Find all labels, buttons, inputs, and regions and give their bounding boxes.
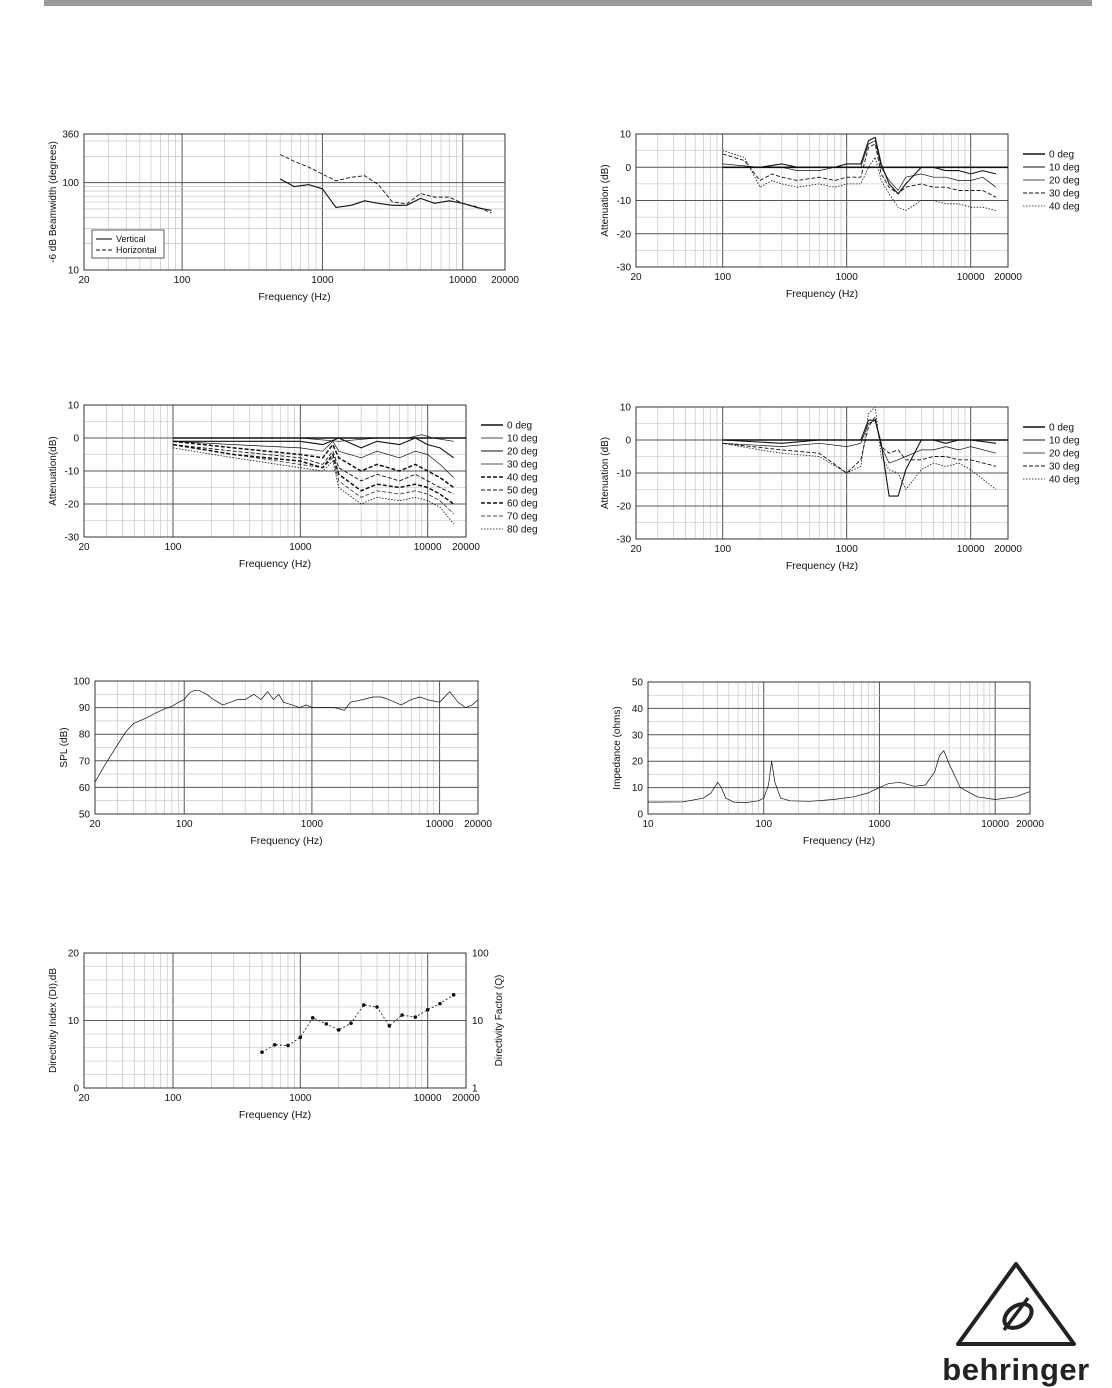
frequency-response-chart [40,674,500,854]
y-tick-label: 360 [62,129,79,141]
data-point [325,1022,329,1026]
data-point [286,1044,290,1048]
x-axis-label: Frequency (Hz) [250,835,323,847]
frequency-response-svg [40,674,500,854]
horizontal-polar-chart [40,398,546,578]
legend-label: 30 deg [1049,461,1080,473]
y-tick-label: 10 [67,265,79,277]
data-point [299,1036,303,1040]
data-point [311,1016,315,1020]
y-tick-label: -20 [616,229,631,241]
vertical-polar-chart-a [596,128,1086,308]
x-tick-label: 20000 [452,542,480,553]
impedance-svg [596,674,1056,854]
series-line-40-deg [723,407,996,490]
legend-label: 60 deg [507,498,538,510]
series-line-10-deg [723,420,996,496]
y-axis-label: SPL (dB) [59,727,70,768]
y-tick-label: 0 [625,162,631,174]
brand-wordmark: behringer [942,1352,1090,1387]
x-tick-label: 10000 [425,819,454,830]
y-tick-label: 80 [78,729,90,741]
x-axis-label: Frequency (Hz) [785,560,859,572]
data-point [438,1002,442,1006]
x-tick-label: 100 [755,819,773,830]
y2-tick-label: 1 [472,1083,478,1095]
y-tick-label: 0 [637,809,643,821]
x-tick-label: 1000 [289,1093,312,1104]
series-line-60-deg [173,445,454,504]
y-tick-label: -20 [64,499,79,511]
legend-label: 50 deg [507,485,538,497]
y-tick-label: 60 [78,782,90,794]
y-tick-label: 10 [631,783,643,795]
x-tick-label: 1000 [289,542,312,553]
horizontal-polar-svg [40,398,546,578]
y-tick-label: 10 [67,1016,79,1027]
y-tick-label: 20 [67,948,79,960]
x-tick-label: 10000 [413,1093,442,1104]
x-tick-label: 20000 [994,544,1022,555]
legend-label: 0 deg [1049,149,1075,161]
directivity-chart [40,946,520,1126]
x-tick-label: 100 [714,544,732,555]
series-line-20-deg [723,141,996,191]
x-tick-label: 10000 [448,275,477,286]
beamwidth-svg [40,128,519,308]
y-axis-label: Attenuation (dB) [600,436,611,510]
legend-label: 20 deg [1049,448,1080,460]
legend-label: 70 deg [507,511,538,523]
y-tick-label: 0 [73,433,79,445]
legend-label: 30 deg [1049,188,1080,200]
y-tick-label: -30 [616,262,631,274]
y-tick-label: 0 [625,435,631,447]
data-point [349,1021,353,1025]
y-axis-label: Impedance (ohms) [612,706,623,790]
x-tick-label: 100 [173,275,191,286]
legend-label: Horizontal [116,245,157,255]
x-axis-label: Frequency (Hz) [802,835,876,847]
x-tick-label: 10 [642,819,654,830]
series-line-vertical [280,179,491,211]
x-axis-label: Frequency (Hz) [785,288,859,300]
data-point [388,1024,392,1028]
legend-label: 40 deg [1049,474,1080,486]
x-tick-label: 20 [78,275,90,286]
x-tick-label: 20000 [1016,819,1044,830]
y-tick-label: -10 [616,468,631,480]
series-line-40-deg [723,151,996,211]
y-axis-label: Directivity Index (DI),dB [48,967,59,1074]
y-tick-label: 10 [67,400,79,412]
vertical-polar-b-svg [596,400,1086,580]
x-axis-label: Frequency (Hz) [258,291,331,303]
legend-label: 10 deg [1049,435,1080,447]
y-tick-label: -30 [64,532,79,544]
y-tick-label: 50 [631,677,643,689]
header-rule [44,0,1092,6]
legend-label: 0 deg [1049,422,1075,434]
x-tick-label: 1000 [835,272,858,283]
legend-label: 10 deg [1049,162,1080,174]
x-tick-label: 10000 [956,272,985,283]
legend-label: 40 deg [1049,201,1080,213]
data-point [362,1003,366,1007]
y-tick-label: 100 [73,676,90,688]
x-tick-label: 1000 [868,819,891,830]
vertical-polar-a-svg [596,128,1086,308]
y2-tick-label: 100 [472,948,489,960]
y-tick-label: 30 [631,730,643,742]
impedance-chart [596,674,1056,854]
series-line-80-deg [173,448,454,524]
x-tick-label: 20 [78,542,90,553]
y-tick-label: 50 [78,809,90,821]
vertical-polar-chart-b [596,400,1086,580]
legend-label: 40 deg [507,472,538,484]
y-tick-label: 20 [631,756,643,768]
x-tick-label: 10000 [956,544,985,555]
directivity-svg [40,946,520,1126]
behringer-triangle-icon [936,1258,1096,1354]
x-tick-label: 100 [175,819,193,830]
x-tick-label: 20000 [452,1093,480,1104]
legend-label: 0 deg [507,420,533,432]
data-point [452,993,456,997]
x-tick-label: 20 [630,544,642,555]
x-axis-label: Frequency (Hz) [238,1109,312,1121]
y-axis-label: -6 dB Beamwidth (degrees) [48,141,59,263]
legend-label: 30 deg [507,459,538,471]
y-tick-label: 10 [619,402,631,414]
y-tick-label: 90 [78,703,90,715]
y-tick-label: -30 [616,534,631,546]
y-tick-label: -10 [616,196,631,207]
y2-axis-label: Directivity Factor (Q) [494,974,505,1067]
series-line-0 [95,690,478,782]
legend-label: 20 deg [1049,175,1080,187]
legend-label: Vertical [116,234,146,244]
data-point [426,1008,430,1012]
y-tick-label: 70 [78,756,90,768]
x-tick-label: 10000 [413,542,442,553]
beamwidth-chart [40,128,519,308]
x-tick-label: 20000 [491,275,519,286]
behringer-logo [936,1258,1096,1386]
data-point [273,1043,277,1047]
y-tick-label: 40 [631,703,643,715]
y-tick-label: -20 [616,501,631,513]
y-tick-label: 100 [62,178,79,190]
x-tick-label: 20 [89,819,101,830]
x-tick-label: 1000 [311,275,334,286]
x-tick-label: 20000 [994,272,1022,283]
legend-label: 20 deg [507,446,538,458]
x-tick-label: 20 [630,272,642,283]
x-tick-label: 100 [164,1093,182,1104]
y-tick-label: -10 [64,466,79,478]
legend-label: 80 deg [507,524,538,536]
series-line-30-deg [173,441,454,477]
x-tick-label: 100 [714,272,732,283]
data-point [337,1028,341,1032]
legend-label: 10 deg [507,433,538,445]
x-tick-label: 1000 [300,819,324,830]
data-point [260,1050,264,1054]
series-line-0 [648,751,1030,803]
y-axis-label: Attenuation (dB) [600,164,611,237]
series-line-0 [262,995,454,1052]
x-tick-label: 20000 [464,819,492,830]
data-point [414,1015,418,1019]
series-line-30-deg [723,417,996,473]
x-tick-label: 100 [164,542,182,553]
data-point [375,1005,379,1009]
y2-tick-label: 10 [472,1016,484,1027]
y-axis-label: Attenuation(dB) [48,436,59,506]
data-point [400,1013,404,1017]
y-tick-label: 10 [619,129,631,141]
x-tick-label: 20 [78,1093,90,1104]
x-tick-label: 1000 [835,544,858,555]
x-axis-label: Frequency (Hz) [238,558,312,570]
x-tick-label: 10000 [981,819,1010,830]
y-tick-label: 0 [73,1083,79,1095]
